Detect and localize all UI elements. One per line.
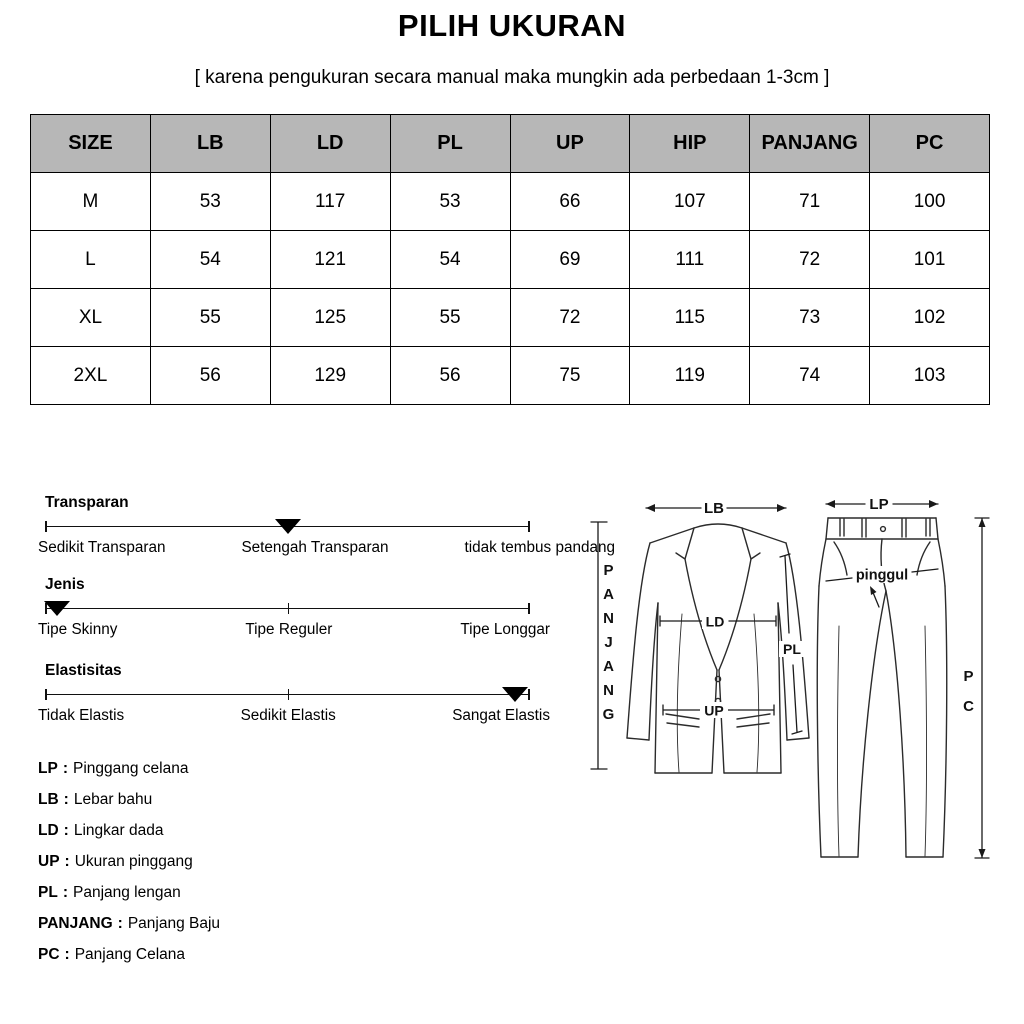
scale-option-label: Tipe Skinny (38, 621, 118, 638)
marker-triangle-icon (502, 687, 528, 702)
table-row (31, 173, 990, 231)
legend-separator: : (64, 946, 70, 963)
scale-option-label: Tidak Elastis (38, 707, 125, 724)
legend-desc: Lebar bahu (73, 791, 153, 808)
legend-separator: : (63, 822, 69, 839)
size-cell: 73 (750, 289, 870, 347)
header-row (31, 115, 990, 173)
legend-desc: Lingkar dada (73, 822, 164, 839)
size-table-body (31, 173, 990, 405)
scale-track (45, 601, 530, 616)
size-cell: 72 (510, 289, 630, 347)
legend-item (38, 884, 220, 902)
size-cell: 71 (750, 173, 870, 231)
size-cell: 115 (630, 289, 750, 347)
size-cell: 54 (150, 231, 270, 289)
table-row (31, 289, 990, 347)
scale-option-label: Setengah Transparan (241, 539, 389, 556)
size-cell: 129 (270, 347, 390, 405)
column-header-hip: HIP (630, 115, 750, 173)
legend-abbr: PANJANG (38, 915, 113, 932)
scale-fit-type (38, 576, 550, 639)
scale-transparency (38, 494, 615, 557)
scale-elasticity (38, 662, 550, 725)
tick-mark (45, 689, 47, 700)
garment-diagram (588, 486, 998, 896)
size-cell: 72 (750, 231, 870, 289)
legend-desc: Panjang lengan (72, 884, 181, 901)
size-table (30, 114, 990, 405)
legend-separator: : (62, 760, 68, 777)
legend-abbr: LD (38, 822, 59, 839)
column-header-pl: PL (390, 115, 510, 173)
size-cell: 55 (150, 289, 270, 347)
size-table-header (31, 115, 990, 173)
pc-vertical-label: PC (960, 668, 977, 728)
legend-item (38, 760, 220, 778)
column-header-pc: PC (870, 115, 990, 173)
legend-item (38, 853, 220, 871)
size-cell: 125 (270, 289, 390, 347)
size-cell: 56 (150, 347, 270, 405)
scale-track (45, 687, 530, 702)
size-cell: XL (31, 289, 151, 347)
legend-abbr: LP (38, 760, 58, 777)
pl-label: PL (783, 641, 801, 657)
abbreviation-legend (38, 760, 220, 977)
legend-item (38, 822, 220, 840)
scale-option-label: Sangat Elastis (452, 707, 550, 724)
column-header-up: UP (510, 115, 630, 173)
scale-option-label: Tipe Longgar (460, 621, 550, 638)
scale-track (45, 519, 530, 534)
measurement-lines (591, 500, 989, 858)
legend-item (38, 915, 220, 933)
scale-title: Transparan (45, 494, 129, 511)
size-cell: 111 (630, 231, 750, 289)
scale-title: Elastisitas (45, 662, 122, 679)
size-cell: 56 (390, 347, 510, 405)
legend-abbr: PC (38, 946, 60, 963)
size-cell: 101 (870, 231, 990, 289)
size-cell: 107 (630, 173, 750, 231)
size-cell: 121 (270, 231, 390, 289)
size-cell: 103 (870, 347, 990, 405)
size-cell: 54 (390, 231, 510, 289)
ld-label: LD (705, 613, 725, 630)
legend-separator: : (64, 853, 70, 870)
lp-label: LP (869, 496, 889, 513)
tick-mark (528, 521, 530, 532)
legend-abbr: UP (38, 853, 60, 870)
size-cell: 53 (390, 173, 510, 231)
page-title: PILIH UKURAN (397, 8, 627, 43)
legend-separator: : (63, 791, 69, 808)
size-cell: 117 (270, 173, 390, 231)
lb-label: LB (704, 500, 724, 517)
legend-abbr: PL (38, 884, 58, 901)
up-label: UP (704, 702, 724, 719)
tick-mark (288, 689, 290, 700)
size-cell: 2XL (31, 347, 151, 405)
size-cell: L (31, 231, 151, 289)
size-cell: 55 (390, 289, 510, 347)
size-cell: 66 (510, 173, 630, 231)
legend-desc: Panjang Celana (74, 946, 186, 963)
scale-option-label: tidak tembus pandang (464, 539, 615, 556)
tick-mark (288, 603, 290, 614)
size-cell: 53 (150, 173, 270, 231)
scale-option-label: Tipe Reguler (245, 621, 333, 638)
marker-triangle-icon (44, 601, 70, 616)
legend-item (38, 946, 220, 964)
scale-option-label: Sedikit Elastis (240, 707, 336, 724)
legend-separator: : (62, 884, 68, 901)
tick-mark (528, 689, 530, 700)
panjang-vertical-label: PANJANG (600, 562, 617, 730)
size-cell: 74 (750, 347, 870, 405)
size-cell: 75 (510, 347, 630, 405)
column-header-ld: LD (270, 115, 390, 173)
scale-options (38, 539, 615, 557)
tick-mark (45, 521, 47, 532)
scale-title: Jenis (45, 576, 85, 593)
measurement-disclaimer: [ karena pengukuran secara manual maka mungkin ada perbedaan 1-3cm ] (194, 67, 830, 88)
legend-separator: : (117, 915, 123, 932)
marker-triangle-icon (275, 519, 301, 534)
scale-option-label: Sedikit Transparan (38, 539, 166, 556)
column-header-size: SIZE (31, 115, 151, 173)
legend-item (38, 791, 220, 809)
legend-desc: Panjang Baju (127, 915, 221, 932)
legend-desc: Ukuran pinggang (74, 853, 193, 870)
table-row (31, 231, 990, 289)
size-cell: 119 (630, 347, 750, 405)
scale-options (38, 707, 550, 725)
table-row (31, 347, 990, 405)
pinggul-label: pinggul (855, 567, 909, 584)
diagram-labels (704, 496, 908, 719)
column-header-lb: LB (150, 115, 270, 173)
size-cell: 102 (870, 289, 990, 347)
legend-abbr: LB (38, 791, 59, 808)
size-cell: M (31, 173, 151, 231)
column-header-panjang: PANJANG (750, 115, 870, 173)
size-cell: 69 (510, 231, 630, 289)
scale-options (38, 621, 550, 639)
tick-mark (528, 603, 530, 614)
legend-desc: Pinggang celana (72, 760, 189, 777)
size-cell: 100 (870, 173, 990, 231)
